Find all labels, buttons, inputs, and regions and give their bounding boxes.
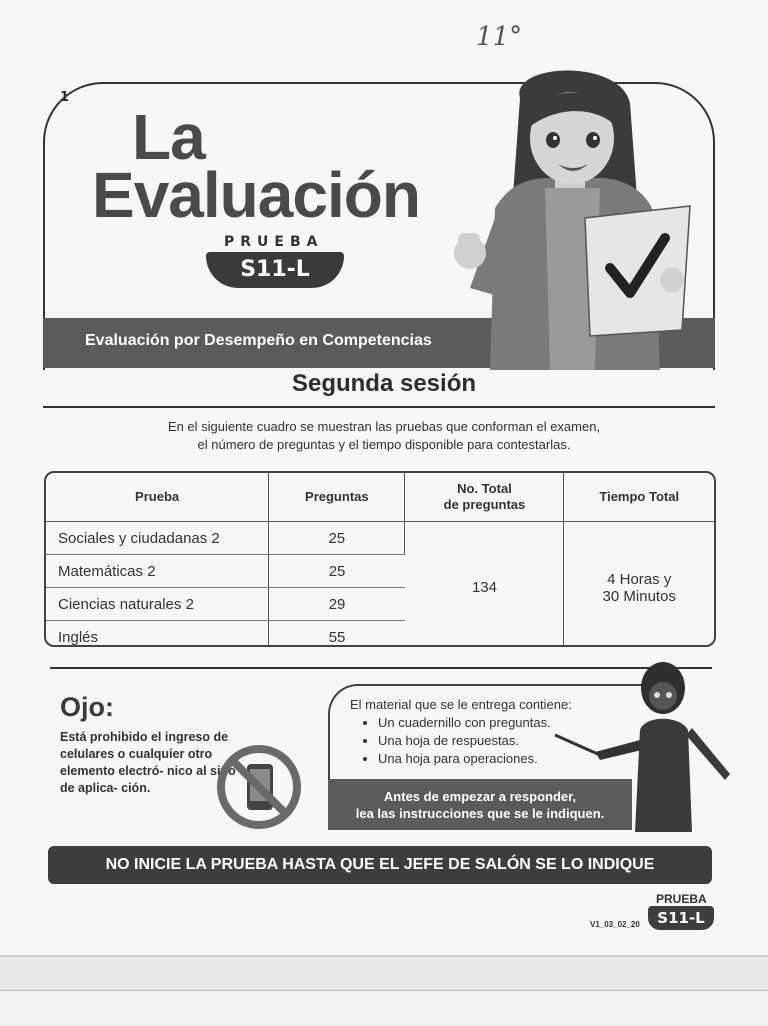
total-time [564,522,714,648]
row-prueba: Matemáticas 2 [46,555,269,588]
header-total-line-1: No. Total [457,481,512,496]
total-questions: 134 [405,522,564,648]
tests-table [44,471,716,647]
title-line-1: La [132,101,205,173]
session-intro [0,418,768,454]
footer-version: V1_03_02_20 [590,920,640,929]
material-heading: El material que se le entrega contiene: [350,697,572,712]
woman-illustration [450,58,700,370]
table-row [46,522,714,555]
header-tiempo: Tiempo Total [564,473,714,522]
session-title: Segunda sesión [291,370,477,397]
list-item: • Una hoja para operaciones. [378,750,551,768]
test-code-badge: S11-L [206,252,344,288]
row-preguntas: 25 [269,522,405,555]
total-time-line-1: 4 Horas y [607,570,672,588]
warning-text: NO INICIE LA PRUEBA HASTA QUE EL JEFE DE SALÓN SE LO INDIQUE [105,856,655,873]
total-time-line-2: 30 Minutos [602,587,676,605]
row-prueba: Sociales y ciudadanas 2 [46,522,269,555]
pointing-figure-illustration [550,660,735,832]
session-divider [43,406,715,408]
header-prueba: Prueba [46,473,269,522]
page-number: 1 [60,90,70,105]
header-preguntas: Preguntas [269,473,405,522]
title-line-2: Evaluación [92,159,420,231]
header-total-line-2: de preguntas [443,497,526,512]
row-prueba: Ciencias naturales 2 [46,588,269,621]
ojo-text: Está prohibido el ingreso de celulares o cualquier otro elemento electró- nico al sitio de aplica- ción. [60,730,236,795]
header-total [405,473,564,522]
list-item: • Una hoja de respuestas. [378,732,551,750]
intro-line-2: el número de preguntas y el tiempo disponible para contestarlas. [197,437,571,452]
row-preguntas: 25 [269,555,405,588]
list-item: • Un cuadernillo con preguntas. [378,714,551,732]
ojo-title: Ojo: [60,692,114,722]
material-note-line-1: Antes de empezar a responder, [383,789,577,804]
footer-code-badge: S11-L [648,906,714,930]
scan-bottom-edge-2 [0,990,768,1025]
material-note-line-2: lea las instrucciones que se le indiquen. [355,806,605,821]
row-preguntas: 29 [269,588,405,621]
row-prueba: Inglés [46,621,269,648]
prueba-label: PRUEBA [224,234,324,250]
footer-prueba-label: PRUEBA [656,892,707,906]
intro-line-1: En el siguiente cuadro se muestran las pruebas que conforman el examen, [167,419,601,434]
no-phone-icon [216,744,302,830]
material-list [360,714,551,768]
row-preguntas: 55 [328,628,346,646]
banner-text: Evaluación por Desempeño en Competencias [85,332,432,349]
warning-banner [48,846,712,884]
handwritten-note: 11° [476,22,523,52]
